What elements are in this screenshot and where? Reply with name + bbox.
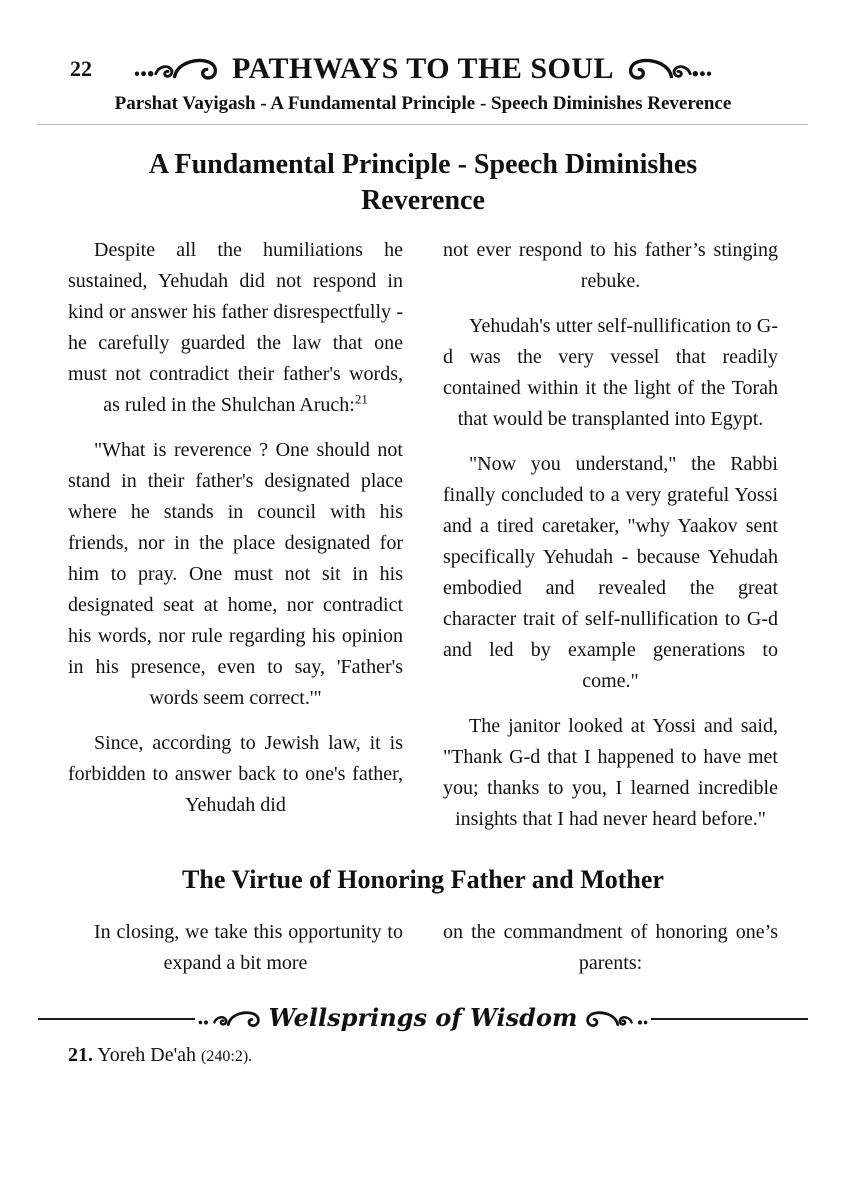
closing-left-column xyxy=(68,917,403,979)
paragraph xyxy=(68,235,403,421)
closing-right-paragraph: on the commandment of honoring one’s parents: xyxy=(443,920,778,974)
section-heading: The Virtue of Honoring Father and Mother xyxy=(182,865,664,894)
footnote-marker: 21 xyxy=(354,391,368,407)
footer-banner xyxy=(38,1002,808,1034)
paragraph: not ever respond to his father’s stinging rebuke. xyxy=(443,239,778,292)
paragraph: "Now you understand," the Rabbi finally concluded to a very grateful Yossi and a tired caretaker, "why Yaakov sent specifically Yehudah - because Yehudah embodied and revealed the great character trait of self-nullification to G-d and led by example generations to come." xyxy=(443,453,778,692)
banner-flourish-right-icon xyxy=(583,1007,649,1031)
page-number: 22 xyxy=(70,56,92,81)
banner-rule-right xyxy=(651,1018,808,1020)
title-row xyxy=(68,48,778,90)
page-header xyxy=(68,48,778,125)
footnote xyxy=(68,1044,778,1067)
footnote-number: 21. xyxy=(68,1043,93,1066)
paragraph-text: Despite all the humiliations he sustained, Yehudah did not respond in kind or answer his father disrespectfully - he carefully guarded the law that one must not contradict their father's words, as ruled in the Shulchan Aruch: xyxy=(68,239,403,416)
chapter-subtitle: Parshat Vayigash - A Fundamental Principle - Speech Diminishes Reverence xyxy=(114,93,732,114)
paragraph: The janitor looked at Yossi and said, "Thank G-d that I happened to have met you; thanks to you, I learned incredible insights that I had never heard before." xyxy=(443,715,778,830)
book-title: PATHWAYS TO THE SOUL xyxy=(231,52,615,85)
banner-title: Wellsprings of Wisdom xyxy=(268,1002,578,1032)
paragraph: Yehudah's utter self-nullification to G-d was the very vessel that readily contained within it the light of the Torah that would be transplanted into Egypt. xyxy=(443,315,778,430)
right-column xyxy=(443,235,778,849)
article-heading: A Fundamental Principle - Speech Diminishes Reverence xyxy=(148,149,698,216)
header-rule xyxy=(38,124,808,125)
title-flourish-left-icon xyxy=(132,53,222,85)
paragraph: Since, according to Jewish law, it is forbidden to answer back to one's father, Yehudah did xyxy=(68,732,403,816)
footnote-reference: (240:2). xyxy=(201,1047,253,1065)
paragraph: "What is reverence ? One should not stand in their father's designated place where he stands in council with his friends, nor in the place designated for him to pray. One must not sit in his designated seat at home, nor contradict his words, nor rule regarding his opinion in his presence, even to say, 'Father's words seem correct.'" xyxy=(68,439,403,709)
closing-left-paragraph: In closing, we take this opportunity to expand a bit more xyxy=(94,920,403,974)
closing-right-column xyxy=(443,917,778,979)
banner-flourish-left-icon xyxy=(197,1007,263,1031)
left-column xyxy=(68,235,403,849)
footnote-source: Yoreh De'ah xyxy=(97,1043,197,1066)
banner-rule-left xyxy=(38,1018,195,1020)
title-flourish-right-icon xyxy=(624,53,714,85)
closing-columns xyxy=(68,917,778,979)
article-columns xyxy=(68,235,778,849)
